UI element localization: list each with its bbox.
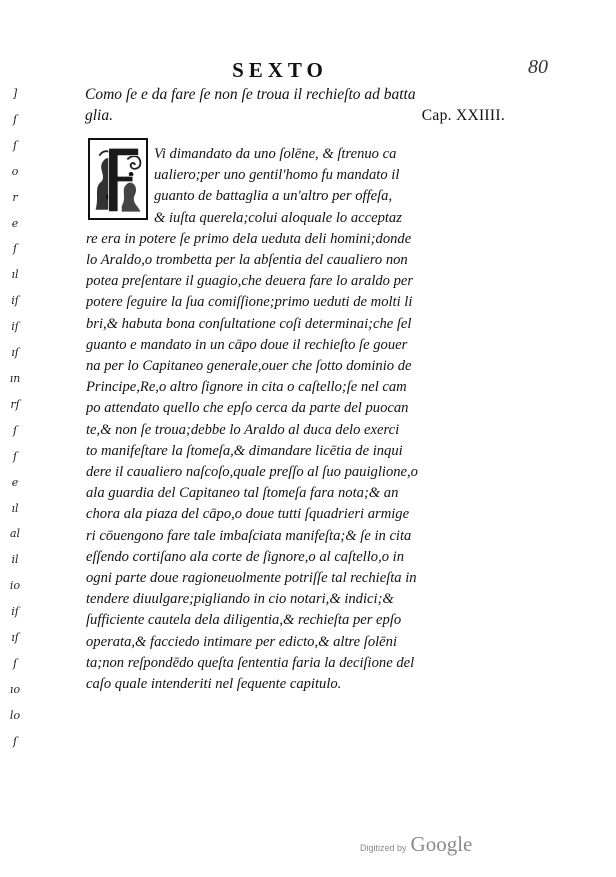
margin-mark: iſ	[11, 320, 19, 334]
margin-mark: ſ	[12, 242, 18, 256]
text-line: dere il caualiero naſcoſo,quale preſſo al ſuo pauiglione,o	[86, 464, 418, 481]
margin-mark: o	[11, 164, 19, 178]
text-line: caſo quale intenderiti nel ſequente capitulo.	[86, 676, 342, 693]
margin-mark: e	[11, 475, 19, 489]
margin-mark: r	[12, 190, 18, 204]
margin-mark: ıl	[11, 501, 19, 515]
text-line: potea preſentare il guagio,che deuera fare lo araldo per	[86, 273, 414, 290]
margin-mark: il	[11, 553, 19, 567]
chapter-number: Cap. XXIIII.	[421, 107, 505, 124]
watermark-prefix: Digitized by	[360, 843, 407, 853]
margin-mark: ıo	[9, 682, 21, 696]
folio-number: 80	[528, 56, 548, 78]
text-line: bri,& habuta bona conſultatione coſi determinai;che ſel	[86, 315, 412, 332]
margin-mark: ıſ	[11, 631, 19, 645]
text-line: ta;non reſpondēdo queſta ſententia faria la deciſione del	[86, 654, 415, 671]
margin-mark: io	[9, 579, 21, 593]
text-line: ri cōuengono fare tale imbaſciata manifeſta;& ſe in cita	[86, 527, 412, 544]
body-paragraph	[86, 144, 506, 695]
margin-mark: iſ	[11, 605, 19, 619]
margin-mark: ıl	[11, 268, 19, 282]
text-line: ualiero;per uno gentil'homo fu mandato il	[154, 167, 400, 184]
text-line: na per lo Capitaneo generale,ouer che ſotto dominio de	[86, 358, 412, 375]
text-line: ſufficiente cautela dela diligentia,& rechieſta per epſo	[86, 612, 402, 629]
text-line: re era in potere ſe primo dela ueduta deli homini;donde	[86, 230, 412, 247]
text-line: potere ſeguire la ſua comiſſione;primo ueduti de molti li	[86, 294, 413, 311]
text-line: ogni parte doue ragioneuolmente potriſſe tal rechieſta in	[86, 570, 417, 587]
text-line: to manifeſtare la ſtomeſa,& dimandare licētia de inqui	[86, 442, 403, 459]
margin-mark: lo	[9, 708, 21, 722]
text-line: tendere diuulgare;pigliando in cio notari,& indici;&	[86, 591, 394, 608]
margin-mark: al	[9, 527, 21, 541]
margin-mark: ın	[9, 371, 21, 385]
text-line: operata,& facciedo intimare per edicto,& altre ſolēni	[86, 633, 398, 650]
margin-mark: ſ	[12, 138, 18, 152]
margin-mark: ıſ	[11, 346, 19, 360]
left-margin-bleedthrough	[4, 88, 26, 748]
margin-mark: ſ	[12, 449, 18, 463]
margin-mark: ſ	[12, 734, 18, 748]
text-line: eſſendo cortiſano ala corte de ſignore,o al caſtello,o in	[86, 548, 405, 565]
text-line: Vi dimandato da uno ſolēne, & ſtrenuo ca	[154, 146, 397, 162]
text-line: guanto e mandato in un cāpo doue il rechieſto ſe gouer	[86, 336, 408, 353]
margin-mark: ſ	[12, 112, 18, 126]
margin-mark: ]	[12, 87, 18, 100]
text-line: & iuſta querela;colui aloquale lo acceptaz	[154, 209, 402, 226]
text-line: Principe,Re,o altro ſignore in cita o caſtello;ſe nel cam	[86, 379, 407, 396]
running-head: SEXTO	[232, 58, 328, 82]
chapter-title-line-2: glia.	[85, 107, 113, 124]
margin-mark: iſ	[11, 294, 19, 308]
margin-mark: e	[11, 216, 19, 230]
text-line: chora ala piaza del cāpo,o doue tutti ſquadrieri armige	[86, 506, 410, 523]
chapter-title-line-1: Como ſe e da fare ſe non ſe troua il rechieſto ad batta	[85, 86, 416, 103]
text-line: te,& non ſe troua;debbe lo Araldo al duca delo exerci	[86, 421, 400, 438]
margin-mark: ſ	[12, 423, 18, 437]
margin-mark: ſ	[12, 656, 18, 670]
text-line: po attendato quello che epſo cerca da parte del puocan	[86, 400, 409, 417]
text-line: lo Araldo,o trombetta per la abſentia del caualiero non	[86, 252, 408, 269]
google-logo: Google	[410, 832, 473, 856]
chapter-heading	[85, 84, 505, 126]
text-line: ala guardia del Capitaneo tal ſtomeſa fara nota;& an	[86, 485, 399, 502]
digitized-watermark	[360, 832, 472, 857]
text-line: guanto de battaglia a un'altro per offeſa,	[154, 188, 393, 205]
margin-mark: rſ	[10, 397, 20, 411]
